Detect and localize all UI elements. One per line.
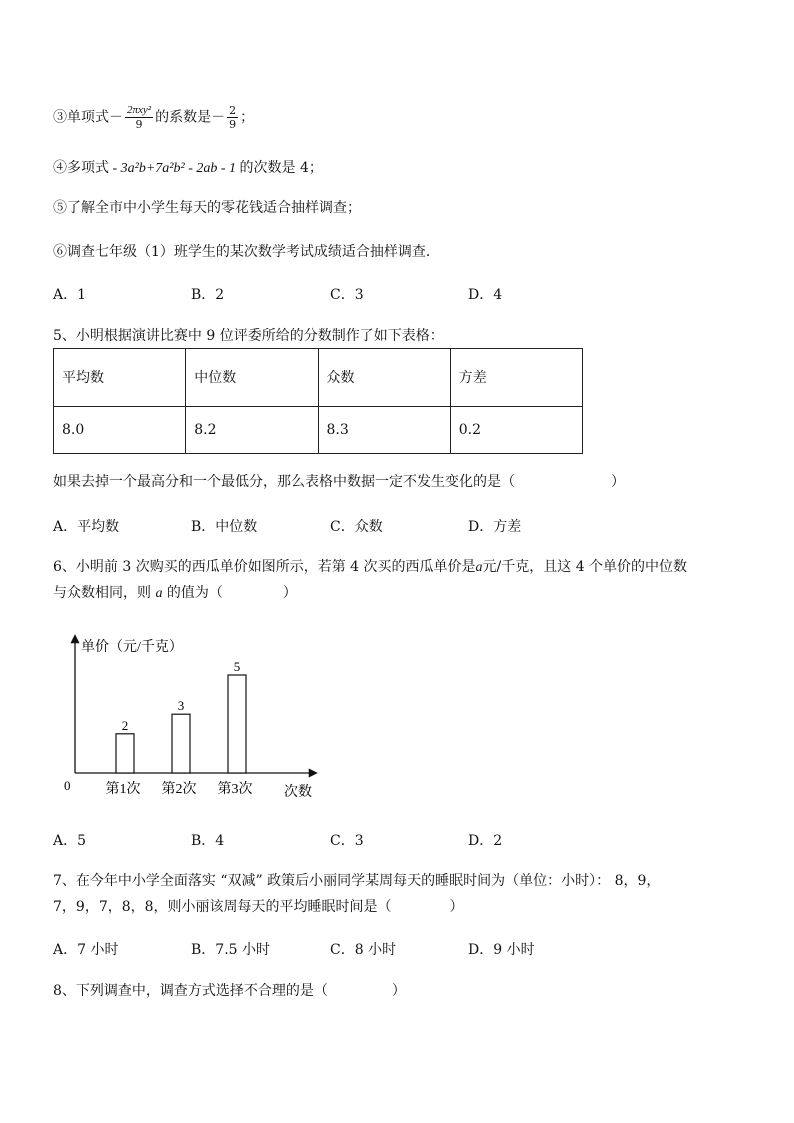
bar-2 <box>172 714 190 773</box>
option-b[interactable]: B．2 <box>191 287 225 303</box>
statement-4: ④多项式 - 3a²b+7a²b² - 2ab - 1 的次数是 4； <box>53 160 323 176</box>
q7-options <box>53 939 613 959</box>
fraction: $\frac{\text{2πxy²}}{9}$ <box>127 104 152 131</box>
table-header-cell: 方差 <box>450 349 582 407</box>
q5-stem: 5、小明根据演讲比赛中 9 位评委所给的分数制作了如下表格： <box>53 328 444 344</box>
q8-stem: 8、下列调查中，调查方式选择不合理的是（ ） <box>53 983 406 999</box>
x-axis-label: 次数 <box>284 785 312 800</box>
bar-value-label: 3 <box>177 698 185 714</box>
table-header-cell: 众数 <box>318 349 450 407</box>
category-label: 第3次 <box>217 782 253 797</box>
bar-1 <box>116 734 134 773</box>
q5-question: 如果去掉一个最高分和一个最低分，那么表格中数据一定不发生变化的是（ ） <box>53 474 625 490</box>
option-b[interactable]: B．7.5 小时 <box>191 942 271 958</box>
option-c[interactable]: C．3 <box>330 287 364 303</box>
fraction: $\frac{2}{9}$ <box>229 104 237 131</box>
category-label: 第2次 <box>161 782 197 797</box>
q6-stem-line1: 6、小明前 3 次购买的西瓜单价如图所示，若第 4 次买的西瓜单价是a元/千克，且这 4 个单价的中位数 <box>53 559 688 575</box>
option-b[interactable]: B．中位数 <box>191 519 258 535</box>
option-d[interactable]: D．方差 <box>468 519 522 535</box>
option-a[interactable]: A．7 小时 <box>53 942 119 958</box>
bar-value-label: 2 <box>121 717 129 733</box>
y-axis-label: 单价（元/千克） <box>81 640 183 655</box>
category-label: 第1次 <box>105 782 141 797</box>
table-cell: 8.0 <box>54 406 186 454</box>
option-d[interactable]: D．9 小时 <box>468 942 535 958</box>
statement-5: ⑤了解全市中小学生每天的零花钱适合抽样调查； <box>53 200 361 216</box>
table-header-cell: 中位数 <box>186 349 318 407</box>
table-cell: 8.3 <box>318 406 450 454</box>
table-header-cell: 平均数 <box>54 349 186 407</box>
table-cell: 0.2 <box>450 406 582 454</box>
statement-3: ③单项式－ $\frac{\text{2πxy²}}{9}$ 的系数是－ $\frac{2}{9}$ ； <box>53 104 255 131</box>
q7-stem-line1: 7、在今年中小学全面落实 “双减” 政策后小丽同学某周每天的睡眠时间为（单位：小时）： 8，9， <box>53 873 661 889</box>
option-a[interactable]: A．平均数 <box>53 519 120 535</box>
q6-options <box>53 830 613 850</box>
q7-stem-line2: 7，9，7，8，8，则小丽该周每天的平均睡眠时间是（ ） <box>53 899 464 915</box>
option-d[interactable]: D．2 <box>468 833 503 849</box>
option-c[interactable]: C．3 <box>330 833 364 849</box>
statement-6: ⑥调查七年级（1）班学生的某次数学考试成绩适合抽样调查． <box>53 244 440 260</box>
option-a[interactable]: A．5 <box>53 833 87 849</box>
option-c[interactable]: C．8 小时 <box>330 942 397 958</box>
origin-label: 0 <box>64 778 71 793</box>
bar-3 <box>228 675 246 773</box>
q6-stem-line2: 与众数相同，则 a 的值为（ ） <box>53 585 297 601</box>
option-b[interactable]: B．4 <box>191 833 225 849</box>
option-c[interactable]: C．众数 <box>330 519 383 535</box>
option-a[interactable]: A．1 <box>53 287 87 303</box>
option-d[interactable]: D．4 <box>468 287 503 303</box>
table-cell: 8.2 <box>186 406 318 454</box>
bar-value-label: 5 <box>233 659 241 674</box>
